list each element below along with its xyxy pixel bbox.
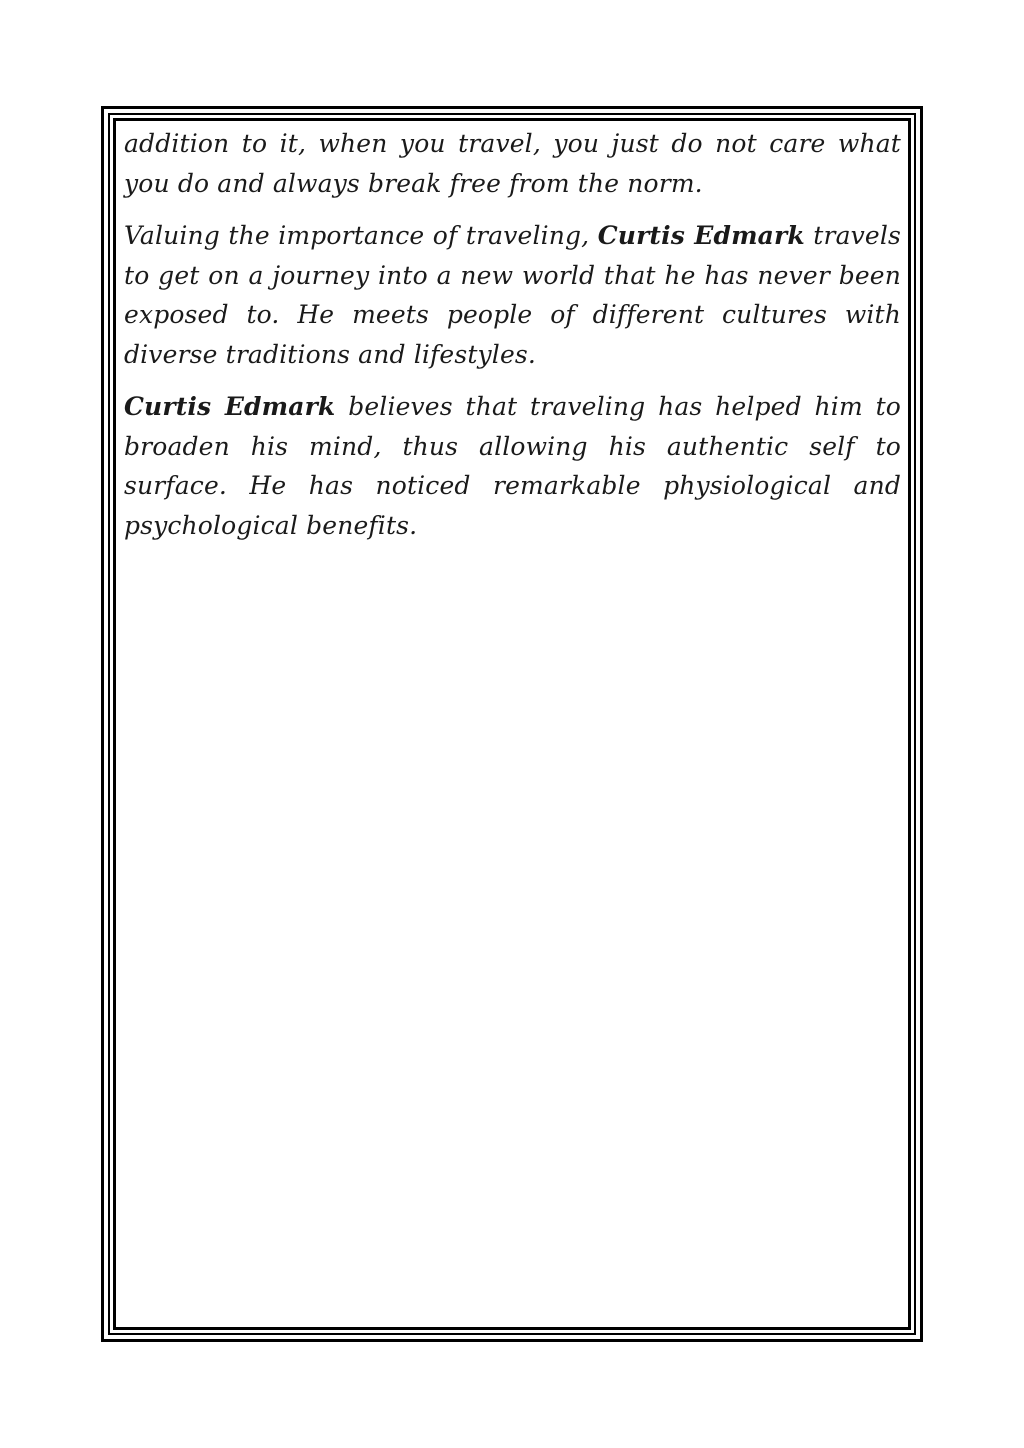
document-body bbox=[124, 124, 901, 558]
paragraph-travel-benefits bbox=[124, 387, 901, 545]
paragraph-travel-freedom bbox=[124, 124, 901, 203]
paragraph-1-text: addition to it, when you travel, you just do not care what you do and always break free from the norm. bbox=[124, 129, 901, 198]
person-name: Curtis Edmark bbox=[597, 221, 805, 250]
paragraph-valuing-travel bbox=[124, 216, 901, 374]
paragraph-2-text: travels to get on a journey into a new world that he has never been exposed to. He meets people of different cultures with diverse traditions and lifestyles. bbox=[124, 221, 902, 369]
person-name: Curtis Edmark bbox=[124, 392, 336, 421]
paragraph-3-text: believes that traveling has helped him to broaden his mind, thus allowing his authentic self to surface. He has noticed remarkable physiological and psychological benefits. bbox=[124, 392, 901, 540]
paragraph-2-intro: Valuing the importance of traveling, bbox=[124, 221, 598, 250]
